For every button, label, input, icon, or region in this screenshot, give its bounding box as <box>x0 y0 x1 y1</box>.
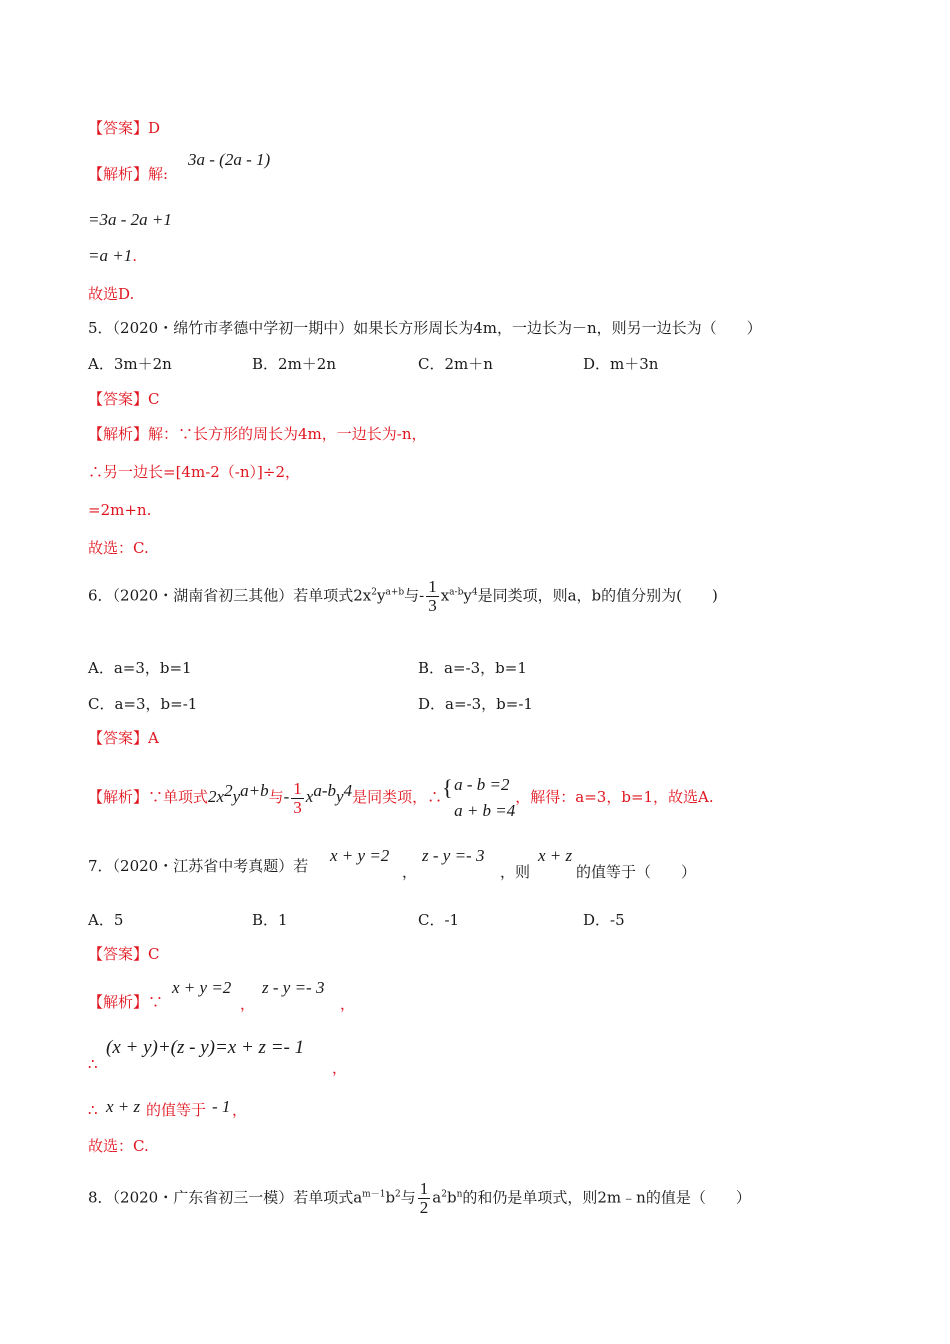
q7-comma2: ，则 <box>500 863 531 881</box>
q7-answer <box>88 944 160 964</box>
q7-analysis-comma2: ， <box>340 995 356 1013</box>
sup: 2 <box>224 781 233 800</box>
analysis-a: ∵单项式 <box>148 788 209 806</box>
q5-analysis <box>88 424 427 444</box>
system-eq1: a - b =2 <box>454 775 510 794</box>
q4-conclusion: 故选D. <box>88 285 135 303</box>
q7-eq3: x + z <box>538 846 573 865</box>
q5-analysis-line3: =2m+n. <box>88 501 152 519</box>
q6-option-b: B．a=-3，b=1 <box>418 659 527 677</box>
expr2-y: y <box>336 787 344 806</box>
sup: 4 <box>343 781 353 800</box>
step2-end: . <box>132 247 137 265</box>
q7-analysis-eq3: (x + y)+(z - y)=x + z =- 1 <box>106 1037 305 1058</box>
fraction-numerator: 1 <box>293 778 302 798</box>
step2: =a +1 <box>88 246 133 265</box>
q6-analysis <box>88 772 714 824</box>
q4-step2 <box>88 246 137 266</box>
step1: =3a - 2a +1 <box>88 210 172 229</box>
q7-therefore1: ∴ <box>88 1055 98 1073</box>
q4-answer <box>88 118 160 138</box>
q5-stem: 5．（2020・绵竹市孝德中学初一期中）如果长方形周长为4m，一边长为－n，则另一边长为（ ） <box>88 319 762 337</box>
q7-conclusion: 故选：C. <box>88 1137 149 1155</box>
expr1: 2x <box>208 787 225 806</box>
answer-label: 【答案】 <box>88 390 149 408</box>
sup: 2 <box>371 587 377 598</box>
stem-suffix: 的和仍是单项式，则2m﹣n的值是（ ） <box>462 1188 751 1207</box>
answer-value: A <box>148 729 159 747</box>
analysis-c: ，解得：a=3，b=1，故选A. <box>515 788 714 806</box>
fraction-denominator: 3 <box>428 596 437 615</box>
analysis-line1: 解：∵长方形的周长为4m，一边长为-n， <box>148 425 427 443</box>
sup: a-b <box>449 587 464 598</box>
stem-x: x <box>440 586 450 605</box>
stem-prefix: 7．（2020・江苏省中考真题）若 <box>88 857 309 875</box>
stem-prefix: 8．（2020・广东省初三一模）若单项式a <box>88 1188 363 1207</box>
stem-y2: y <box>463 586 472 605</box>
stem-b: b <box>385 1188 396 1207</box>
q7-comma1: ， <box>402 863 418 881</box>
q7-option-d: D．-5 <box>583 911 625 929</box>
sup: m－1 <box>362 1189 386 1200</box>
q7-analysis-text: 的值等于 <box>146 1101 207 1119</box>
q4-expression <box>188 150 270 170</box>
q7-analysis-eq5: - 1 <box>212 1097 231 1116</box>
fraction-denominator: 2 <box>419 1198 429 1217</box>
answer-value: D <box>148 119 161 137</box>
q7-option-b: B．1 <box>252 911 288 929</box>
q7-analysis-eq4: x + z <box>106 1097 141 1116</box>
q7-analysis-comma3: ， <box>332 1059 348 1077</box>
q7-analysis-eq2: z - y =- 3 <box>262 978 325 997</box>
q6-option-d: D．a=-3，b=-1 <box>418 695 533 713</box>
sup: a+b <box>385 587 405 598</box>
because: ∵ <box>148 993 164 1011</box>
sup: 2 <box>441 1189 447 1200</box>
system-eq2: a + b =4 <box>454 801 516 820</box>
analysis-b: 是同类项，∴ <box>352 788 443 806</box>
expression-main: 3a - <box>188 150 220 169</box>
stem-yu: 与 <box>400 1188 416 1207</box>
sup: 2 <box>395 1189 401 1200</box>
q5-option-c: C．2m＋n <box>418 355 493 373</box>
sup: n <box>456 1189 463 1200</box>
sup: a+b <box>240 781 269 800</box>
fraction-numerator: 1 <box>428 577 437 596</box>
answer-value: C <box>148 390 160 408</box>
q7-analysis-comma4: ， <box>232 1101 248 1119</box>
q7-option-c: C．-1 <box>418 911 460 929</box>
q5-option-d: D．m＋3n <box>583 355 659 373</box>
analysis-label: 【解析】 <box>88 993 149 1011</box>
stem-bn: b <box>446 1188 457 1207</box>
sup: a-b <box>313 781 337 800</box>
analysis-label: 【解析】 <box>88 425 149 443</box>
q5-answer <box>88 389 160 409</box>
equation-system <box>442 772 515 824</box>
q5-conclusion: 故选：C. <box>88 539 149 557</box>
q7-analysis-comma: ， <box>240 995 256 1013</box>
q6-option-c: C．a=3，b=-1 <box>88 695 198 713</box>
q7-analysis <box>88 992 163 1012</box>
fraction-numerator: 1 <box>419 1179 429 1198</box>
stem-prefix: 6．（2020・湖南省初三其他）若单项式2x <box>88 586 372 605</box>
answer-label: 【答案】 <box>88 729 149 747</box>
fraction <box>418 1180 431 1217</box>
stem-a2: a <box>432 1188 442 1207</box>
fraction <box>426 578 439 615</box>
q7-therefore2-line <box>88 1100 98 1120</box>
q7-analysis-eq1: x + y =2 <box>172 978 232 997</box>
analysis-jie: 解: <box>148 165 169 183</box>
brace: { <box>442 775 453 800</box>
q6-answer <box>88 728 159 748</box>
stem-suffix: 是同类项，则a，b的值分别为( ) <box>477 586 718 605</box>
answer-label: 【答案】 <box>88 119 149 137</box>
q7-stem <box>88 856 308 876</box>
q6-option-a: A．a=3，b=1 <box>88 659 192 677</box>
answer-value: C <box>148 945 160 963</box>
stem-y: y <box>376 586 386 605</box>
stem-yu: 与- <box>404 586 425 605</box>
expr1-y: y <box>232 787 241 806</box>
q6-stem <box>88 578 718 615</box>
q4-analysis <box>88 164 168 184</box>
fraction-denominator: 3 <box>293 797 302 817</box>
analysis-yu: 与 <box>268 788 284 806</box>
answer-label: 【答案】 <box>88 945 149 963</box>
sup: 4 <box>471 587 478 598</box>
fraction <box>291 780 304 817</box>
analysis-label: 【解析】 <box>88 788 149 806</box>
q7-eq2: z - y =- 3 <box>422 846 485 865</box>
analysis-label: 【解析】 <box>88 165 149 183</box>
expr2-minus: - <box>283 787 290 806</box>
expr2-x: x <box>305 787 314 806</box>
q5-analysis-line2: ∴另一边长=[4m-2（-n）]÷2， <box>88 463 300 481</box>
q4-step1 <box>88 210 172 230</box>
expression-paren: (2a - 1) <box>219 150 271 169</box>
q5-option-b: B．2m＋2n <box>252 355 336 373</box>
therefore2: ∴ <box>88 1101 98 1119</box>
q8-stem <box>88 1180 751 1217</box>
q7-eq1: x + y =2 <box>330 846 390 865</box>
q7-stem-suffix: 的值等于（ ） <box>576 863 697 881</box>
q5-option-a: A．3m＋2n <box>88 355 172 373</box>
q7-option-a: A．5 <box>88 911 124 929</box>
